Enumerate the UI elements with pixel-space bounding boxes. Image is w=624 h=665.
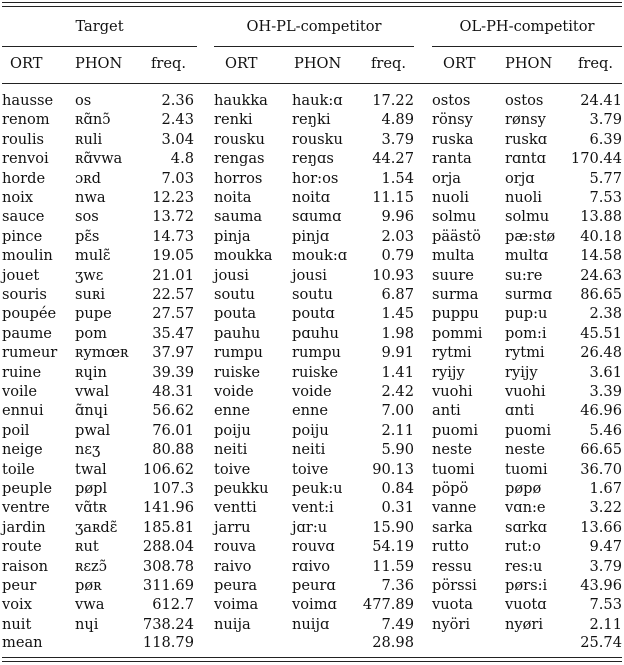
- olph-freq-cell: 3.39: [589, 383, 622, 400]
- olph-phon-cell: ɑnti: [505, 402, 535, 420]
- ohpl-ort-cell: renki: [214, 111, 253, 129]
- subheader-ort-ohpl: ORT: [225, 55, 258, 72]
- ohpl-ort-cell: nuija: [214, 615, 251, 633]
- ohpl-ort-cell: jarru: [214, 518, 251, 536]
- target-ort-cell: renvoi: [2, 150, 49, 168]
- ohpl-phon-cell: reŋki: [292, 111, 331, 129]
- target-phon-cell: ʒwɛ: [75, 266, 104, 284]
- olph-phon-cell: nyøri: [505, 615, 544, 633]
- target-ort-cell: peur: [2, 577, 37, 594]
- ohpl-phon-cell: rɑivo: [292, 557, 331, 575]
- olph-phon-cell: rønsy: [505, 111, 546, 129]
- target-freq-cell: 141.96: [142, 499, 194, 517]
- olph-freq-cell: 24.41: [580, 92, 622, 109]
- olph-ort-cell: pöpö: [432, 480, 469, 497]
- target-phon-cell: nwa: [75, 189, 106, 206]
- ohpl-freq-cell: 17.22: [372, 92, 414, 109]
- target-phon-cell: ʀɥin: [75, 363, 107, 381]
- olph-freq-cell: 46.96: [580, 402, 622, 420]
- ohpl-ort-cell: pouta: [214, 305, 257, 323]
- target-freq-cell: 308.78: [142, 557, 194, 575]
- ohpl-ort-cell: haukka: [214, 92, 268, 109]
- ohpl-freq-cell: 11.15: [372, 189, 414, 206]
- olph-ort-cell: nuoli: [432, 189, 469, 206]
- ohpl-freq-cell: 7.49: [381, 615, 414, 633]
- subheader-phon-target: PHON: [75, 55, 123, 72]
- olph-phon-cell: su:re: [505, 266, 543, 284]
- target-freq-cell: 35.47: [152, 324, 194, 342]
- target-freq-cell: 3.04: [161, 130, 194, 148]
- ohpl-freq-cell: 1.41: [381, 363, 414, 381]
- ohpl-phon-cell: mouk:ɑ: [292, 247, 348, 265]
- ohpl-freq-cell: 3.79: [381, 130, 414, 148]
- target-ort-cell: rumeur: [2, 344, 58, 362]
- olph-phon-cell: puomi: [505, 421, 552, 439]
- target-ort-cell: poil: [2, 421, 30, 439]
- ohpl-freq-cell: 11.59: [372, 557, 414, 575]
- olph-ort-cell: surma: [432, 286, 479, 303]
- olph-phon-cell: vuotɑ: [505, 596, 547, 614]
- target-freq-cell: 288.04: [142, 538, 194, 556]
- ohpl-phon-cell: sɑumɑ: [292, 208, 342, 226]
- target-freq-cell: 107.3: [152, 480, 194, 497]
- target-phon-cell: pøpl: [75, 480, 108, 497]
- ohpl-freq-cell: 1.54: [381, 169, 414, 187]
- ohpl-freq-cell: 0.84: [381, 480, 414, 497]
- ohpl-ort-cell: peura: [214, 577, 258, 594]
- olph-freq-cell: 5.77: [589, 169, 622, 187]
- olph-freq-cell: 43.96: [580, 577, 622, 594]
- ohpl-ort-cell: jousi: [214, 266, 249, 284]
- olph-phon-cell: rut:o: [505, 538, 541, 556]
- top-rule-2: [2, 6, 622, 7]
- ohpl-phon-cell: toive: [292, 460, 329, 478]
- olph-ort-cell: anti: [432, 402, 461, 420]
- olph-phon-cell: sɑrkɑ: [505, 518, 547, 536]
- olph-ort-cell: ryijy: [432, 363, 465, 381]
- olph-phon-cell: rytmi: [505, 344, 545, 362]
- target-freq-cell: 2.36: [161, 92, 194, 109]
- target-phon-cell: nɥi: [75, 615, 99, 633]
- olph-ort-cell: puomi: [432, 421, 479, 439]
- target-freq-cell: 56.62: [152, 402, 194, 420]
- ohpl-ort-cell: peukku: [214, 480, 269, 497]
- target-phon-cell: ʒaʀdɛ̃: [75, 518, 118, 536]
- olph-freq-cell: 3.61: [589, 363, 622, 381]
- target-phon-cell: ʀɑ̃vwa: [75, 150, 123, 168]
- olph-freq-cell: 45.51: [580, 324, 622, 342]
- target-freq-cell: 80.88: [152, 441, 194, 459]
- target-phon-cell: vwal: [75, 383, 110, 400]
- olph-ort-cell: rönsy: [432, 111, 473, 129]
- bottom-rule-2: [2, 661, 622, 662]
- target-freq-cell: 612.7: [152, 596, 194, 614]
- ohpl-ort-cell: soutu: [214, 286, 255, 303]
- target-freq-cell: 738.24: [142, 615, 194, 633]
- target-freq-cell: 106.62: [142, 460, 194, 478]
- target-phon-cell: os: [75, 92, 92, 109]
- group-header-ohpl: OH-PL-competitor: [246, 18, 382, 35]
- target-freq-cell: 311.69: [142, 577, 194, 594]
- olph-ort-cell: vuohi: [432, 383, 473, 400]
- ohpl-freq-cell: 2.42: [381, 383, 414, 400]
- olph-ort-cell: puppu: [432, 305, 479, 323]
- ohpl-phon-cell: rumpu: [292, 344, 341, 362]
- target-phon-cell: sos: [75, 208, 99, 226]
- olph-freq-cell: 26.48: [580, 344, 622, 362]
- olph-freq-cell: 7.53: [589, 596, 622, 614]
- target-freq-cell: 76.01: [152, 421, 194, 439]
- olph-ort-cell: pommi: [432, 324, 483, 342]
- target-phon-cell: pupe: [75, 305, 112, 323]
- target-phon-cell: nɛʒ: [75, 441, 101, 459]
- ohpl-ort-cell: noita: [214, 189, 252, 206]
- target-ort-cell: peuple: [2, 480, 53, 497]
- olph-phon-cell: rɑntɑ: [505, 150, 546, 168]
- olph-phon-cell: surmɑ: [505, 286, 553, 303]
- olph-freq-cell: 3.79: [589, 111, 622, 129]
- group-rule-olph: [432, 46, 622, 47]
- ohpl-ort-cell: pauhu: [214, 324, 261, 342]
- ohpl-phon-cell: jousi: [292, 266, 327, 284]
- subheader-ort-olph: ORT: [443, 55, 476, 72]
- target-freq-cell: 4.8: [170, 150, 194, 168]
- ohpl-freq-cell: 0.31: [381, 499, 414, 517]
- group-rule-ohpl: [214, 46, 414, 47]
- ohpl-freq-cell: 9.91: [381, 344, 414, 362]
- olph-phon-cell: pørs:i: [505, 577, 548, 594]
- ohpl-ort-cell: rouva: [214, 538, 257, 556]
- target-phon-cell: vɑ̃tʀ: [75, 499, 107, 517]
- target-ort-cell: poupée: [2, 305, 57, 323]
- ohpl-phon-cell: hor:os: [292, 169, 339, 187]
- subheader-freq-target: freq.: [151, 55, 186, 72]
- target-phon-cell: ɑ̃nɥi: [75, 402, 108, 420]
- olph-phon-cell: ruskɑ: [505, 130, 548, 148]
- olph-phon-cell: solmu: [505, 208, 550, 226]
- olph-ort-cell: multa: [432, 247, 475, 265]
- target-freq-cell: 19.05: [152, 247, 194, 265]
- olph-phon-cell: pup:u: [505, 305, 548, 323]
- ohpl-ort-cell: voide: [214, 383, 254, 400]
- olph-ort-cell: ostos: [432, 92, 471, 109]
- target-phon-cell: pɛ̃s: [75, 227, 100, 245]
- target-phon-cell: mulɛ̃: [75, 247, 111, 265]
- target-phon-cell: ʀɑ̃nɔ̃: [75, 111, 111, 129]
- target-phon-cell: twal: [75, 460, 107, 478]
- ohpl-phon-cell: pɑuhu: [292, 324, 339, 342]
- olph-freq-cell: 24.63: [580, 266, 622, 284]
- target-phon-cell: suʀi: [75, 286, 106, 303]
- ohpl-ort-cell: toive: [214, 460, 251, 478]
- target-ort-cell: ventre: [2, 499, 50, 517]
- ohpl-phon-cell: hauk:ɑ: [292, 92, 343, 109]
- olph-ort-cell: ressu: [432, 557, 472, 575]
- target-ort-cell: nuit: [2, 615, 32, 633]
- ohpl-phon-cell: enne: [292, 402, 329, 420]
- bottom-rule-1: [2, 657, 622, 658]
- target-ort-cell: route: [2, 538, 42, 556]
- target-freq-cell: 14.73: [152, 227, 194, 245]
- ohpl-freq-cell: 1.45: [381, 305, 414, 323]
- olph-freq-cell: 66.65: [580, 441, 622, 459]
- ohpl-freq-cell: 90.13: [372, 460, 414, 478]
- olph-freq-cell: 1.67: [589, 480, 622, 497]
- ohpl-ort-cell: pinja: [214, 227, 251, 245]
- target-freq-cell: 7.03: [161, 169, 194, 187]
- ohpl-phon-cell: jɑr:u: [292, 518, 328, 536]
- target-phon-cell: ʀuli: [75, 130, 103, 148]
- target-ort-cell: horde: [2, 169, 46, 187]
- ohpl-ort-cell: poiju: [214, 421, 251, 439]
- target-freq-cell: 22.57: [152, 286, 194, 303]
- olph-freq-cell: 36.70: [580, 460, 622, 478]
- ohpl-freq-cell: 0.79: [381, 247, 414, 265]
- target-phon-cell: ɔʀd: [75, 169, 101, 187]
- olph-phon-cell: pæ:stø: [505, 227, 556, 245]
- target-ort-cell: hausse: [2, 92, 54, 109]
- ohpl-freq-cell: 9.96: [381, 208, 414, 226]
- ohpl-freq-cell: 1.98: [381, 324, 414, 342]
- ohpl-ort-cell: voima: [214, 596, 259, 614]
- ohpl-freq-cell: 4.89: [381, 111, 414, 129]
- target-ort-cell: neige: [2, 441, 43, 459]
- ohpl-phon-cell: rousku: [292, 130, 343, 148]
- target-freq-cell: 2.43: [161, 111, 194, 129]
- ohpl-phon-cell: nuijɑ: [292, 615, 330, 633]
- mean-value-ohpl: 28.98: [372, 634, 414, 651]
- olph-phon-cell: multɑ: [505, 247, 549, 265]
- target-phon-cell: ʀɛzɔ̃: [75, 557, 107, 575]
- olph-ort-cell: rytmi: [432, 344, 472, 362]
- target-phon-cell: ʀymœʀ: [75, 344, 129, 362]
- target-ort-cell: renom: [2, 111, 50, 129]
- olph-freq-cell: 2.11: [589, 615, 622, 633]
- target-phon-cell: vwa: [75, 596, 105, 614]
- olph-phon-cell: neste: [505, 441, 546, 459]
- ohpl-phon-cell: poutɑ: [292, 305, 335, 323]
- olph-freq-cell: 9.47: [589, 538, 622, 556]
- ohpl-freq-cell: 6.87: [381, 286, 414, 303]
- target-phon-cell: ʀut: [75, 538, 99, 556]
- ohpl-phon-cell: neiti: [292, 441, 326, 459]
- target-phon-cell: pøʀ: [75, 577, 102, 594]
- mean-label: mean: [2, 634, 43, 651]
- target-freq-cell: 39.39: [152, 363, 194, 381]
- target-freq-cell: 12.23: [152, 189, 194, 206]
- olph-freq-cell: 5.46: [589, 421, 622, 439]
- ohpl-phon-cell: ruiske: [292, 363, 339, 381]
- target-ort-cell: roulis: [2, 130, 44, 148]
- target-phon-cell: pwal: [75, 421, 111, 439]
- olph-ort-cell: rutto: [432, 538, 469, 556]
- olph-ort-cell: vuota: [432, 596, 473, 614]
- olph-ort-cell: sarka: [432, 518, 473, 536]
- ohpl-phon-cell: poiju: [292, 421, 329, 439]
- olph-freq-cell: 14.58: [580, 247, 622, 265]
- olph-ort-cell: solmu: [432, 208, 477, 226]
- olph-phon-cell: ostos: [505, 92, 544, 109]
- olph-freq-cell: 13.66: [580, 518, 622, 536]
- ohpl-ort-cell: ruiske: [214, 363, 261, 381]
- olph-ort-cell: suure: [432, 266, 474, 284]
- target-freq-cell: 37.97: [152, 344, 194, 362]
- olph-phon-cell: nuoli: [505, 189, 542, 206]
- target-ort-cell: paume: [2, 324, 52, 342]
- target-freq-cell: 185.81: [142, 518, 194, 536]
- ohpl-ort-cell: raivo: [214, 557, 252, 575]
- target-ort-cell: jouet: [2, 266, 40, 284]
- olph-ort-cell: ranta: [432, 150, 472, 168]
- ohpl-phon-cell: noitɑ: [292, 189, 331, 206]
- olph-freq-cell: 3.79: [589, 557, 622, 575]
- olph-phon-cell: pom:i: [505, 324, 547, 342]
- ohpl-freq-cell: 54.19: [372, 538, 414, 556]
- target-freq-cell: 21.01: [152, 266, 194, 284]
- olph-ort-cell: tuomi: [432, 460, 475, 478]
- ohpl-freq-cell: 2.11: [381, 421, 414, 439]
- olph-ort-cell: ruska: [432, 130, 474, 148]
- top-rule-1: [2, 2, 622, 3]
- target-freq-cell: 27.57: [152, 305, 194, 323]
- ohpl-ort-cell: sauma: [214, 208, 263, 226]
- subheader-freq-ohpl: freq.: [371, 55, 406, 72]
- ohpl-freq-cell: 10.93: [372, 266, 414, 284]
- olph-ort-cell: orja: [432, 169, 461, 187]
- target-phon-cell: pom: [75, 324, 107, 342]
- subheader-ort-target: ORT: [10, 55, 43, 72]
- ohpl-phon-cell: reŋɑs: [292, 150, 334, 168]
- target-ort-cell: toile: [2, 460, 35, 478]
- mean-value-target: 118.79: [142, 634, 194, 651]
- olph-phon-cell: vuohi: [505, 383, 546, 400]
- target-freq-cell: 13.72: [152, 208, 194, 226]
- group-header-target: Target: [75, 18, 124, 35]
- target-ort-cell: moulin: [2, 247, 53, 265]
- ohpl-phon-cell: voide: [292, 383, 332, 400]
- target-ort-cell: ennui: [2, 402, 44, 420]
- ohpl-freq-cell: 15.90: [372, 518, 414, 536]
- ohpl-ort-cell: ventti: [214, 499, 257, 517]
- ohpl-freq-cell: 7.00: [381, 402, 414, 420]
- mean-value-olph: 25.74: [580, 634, 622, 651]
- olph-phon-cell: pøpø: [505, 480, 542, 497]
- target-ort-cell: noix: [2, 189, 34, 206]
- olph-freq-cell: 13.88: [580, 208, 622, 226]
- subheader-phon-ohpl: PHON: [294, 55, 342, 72]
- ohpl-phon-cell: pinjɑ: [292, 227, 330, 245]
- ohpl-ort-cell: rousku: [214, 130, 265, 148]
- ohpl-freq-cell: 477.89: [362, 596, 414, 614]
- ohpl-ort-cell: enne: [214, 402, 251, 420]
- ohpl-phon-cell: peuk:u: [292, 480, 343, 497]
- olph-freq-cell: 3.22: [589, 499, 622, 517]
- target-ort-cell: ruine: [2, 363, 42, 381]
- olph-ort-cell: päästö: [432, 227, 481, 245]
- target-ort-cell: voile: [2, 383, 38, 400]
- ohpl-phon-cell: soutu: [292, 286, 333, 303]
- ohpl-phon-cell: rouvɑ: [292, 538, 335, 556]
- ohpl-ort-cell: neiti: [214, 441, 248, 459]
- header-bottom-rule: [2, 83, 622, 84]
- olph-freq-cell: 2.38: [589, 305, 622, 323]
- olph-phon-cell: orjɑ: [505, 169, 535, 187]
- group-rule-target: [2, 46, 197, 47]
- group-header-olph: OL-PH-competitor: [459, 18, 595, 35]
- olph-freq-cell: 40.18: [580, 227, 622, 245]
- ohpl-freq-cell: 5.90: [381, 441, 414, 459]
- ohpl-phon-cell: vent:i: [292, 499, 334, 517]
- target-freq-cell: 48.31: [152, 383, 194, 400]
- olph-ort-cell: neste: [432, 441, 473, 459]
- target-ort-cell: souris: [2, 286, 47, 303]
- ohpl-ort-cell: rengas: [214, 150, 265, 168]
- target-ort-cell: pince: [2, 227, 43, 245]
- olph-phon-cell: tuomi: [505, 460, 548, 478]
- ohpl-ort-cell: rumpu: [214, 344, 263, 362]
- olph-freq-cell: 170.44: [570, 150, 622, 168]
- ohpl-freq-cell: 44.27: [372, 150, 414, 168]
- subheader-freq-olph: freq.: [578, 55, 613, 72]
- olph-ort-cell: pörssi: [432, 577, 477, 594]
- olph-ort-cell: vanne: [432, 499, 477, 517]
- ohpl-phon-cell: voimɑ: [292, 596, 337, 614]
- olph-ort-cell: nyöri: [432, 615, 471, 633]
- subheader-phon-olph: PHON: [505, 55, 553, 72]
- olph-freq-cell: 6.39: [589, 130, 622, 148]
- target-ort-cell: raison: [2, 557, 49, 575]
- ohpl-freq-cell: 2.03: [381, 227, 414, 245]
- target-ort-cell: voix: [2, 596, 32, 614]
- olph-freq-cell: 7.53: [589, 189, 622, 206]
- target-ort-cell: sauce: [2, 208, 45, 226]
- ohpl-ort-cell: moukka: [214, 247, 273, 265]
- ohpl-ort-cell: horros: [214, 169, 263, 187]
- olph-freq-cell: 86.65: [580, 286, 622, 303]
- ohpl-freq-cell: 7.36: [381, 577, 414, 594]
- target-ort-cell: jardin: [2, 518, 46, 536]
- olph-phon-cell: vɑn:e: [505, 499, 546, 517]
- olph-phon-cell: ryijy: [505, 363, 538, 381]
- ohpl-phon-cell: peurɑ: [292, 577, 336, 594]
- olph-phon-cell: res:u: [505, 557, 543, 575]
